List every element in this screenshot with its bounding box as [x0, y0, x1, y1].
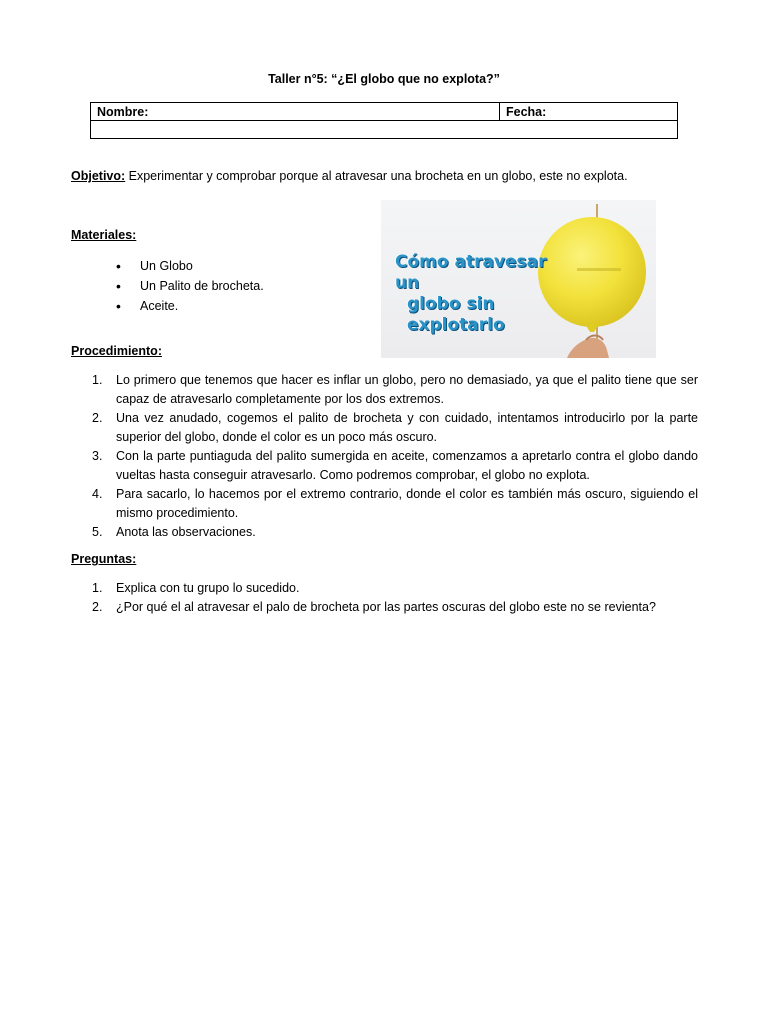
- list-item: 1. Explica con tu grupo lo sucedido.: [92, 581, 300, 595]
- caption-line-2: globo sin explotarlo: [407, 294, 505, 335]
- name-label: Nombre:: [91, 103, 500, 121]
- list-item: 3. Con la parte puntiaguda del palito sumergida en aceite, comenzamos a apretarlo contra el globo dando vueltas hasta conseguir atravesarlo. Como podremos comprobar, el globo no explota.: [92, 449, 698, 482]
- list-item: • Un Palito de brocheta.: [116, 276, 264, 296]
- balloon-illustration: [381, 200, 656, 358]
- worksheet-title: Taller n°5: “¿El globo que no explota?”: [268, 72, 500, 86]
- questions-heading: Preguntas:: [71, 552, 137, 566]
- list-item: 1. Lo primero que tenemos que hacer es inflar un globo, pero no demasiado, ya que el palito tiene que ser capaz de atravesarlo completamente por los dos extremos.: [92, 373, 698, 406]
- objective-text: Experimentar y comprobar porque al atravesar una brocheta en un globo, este no explota.: [125, 169, 628, 183]
- objective-label: Objetivo:: [71, 169, 126, 183]
- figure-caption: [395, 252, 575, 336]
- list-item: • Un Globo: [116, 256, 264, 276]
- date-label: Fecha:: [500, 103, 678, 121]
- list-item: 2. Una vez anudado, cogemos el palito de brocheta y con cuidado, intentamos introducirlo por la parte superior del globo, donde el color es un poco más oscuro.: [92, 411, 698, 444]
- questions-list: [90, 579, 698, 617]
- blank-answer-row: [91, 121, 678, 139]
- materials-list: [116, 256, 264, 316]
- caption-line-1: Cómo atravesar un: [395, 252, 547, 293]
- student-info-table: [90, 102, 678, 139]
- materials-heading: Materiales:: [71, 228, 137, 242]
- list-item: 5. Anota las observaciones.: [92, 525, 256, 539]
- list-item: • Aceite.: [116, 296, 264, 316]
- procedure-heading: Procedimiento:: [71, 344, 162, 358]
- list-item: 4. Para sacarlo, lo hacemos por el extremo contrario, donde el color es también más oscuro, siguiendo el mismo procedimiento.: [92, 487, 698, 520]
- procedure-steps: [90, 371, 698, 542]
- objective-paragraph: [71, 169, 711, 183]
- list-item: 2. ¿Por qué el al atravesar el palo de brocheta por las partes oscuras del globo este no se revienta?: [92, 600, 656, 614]
